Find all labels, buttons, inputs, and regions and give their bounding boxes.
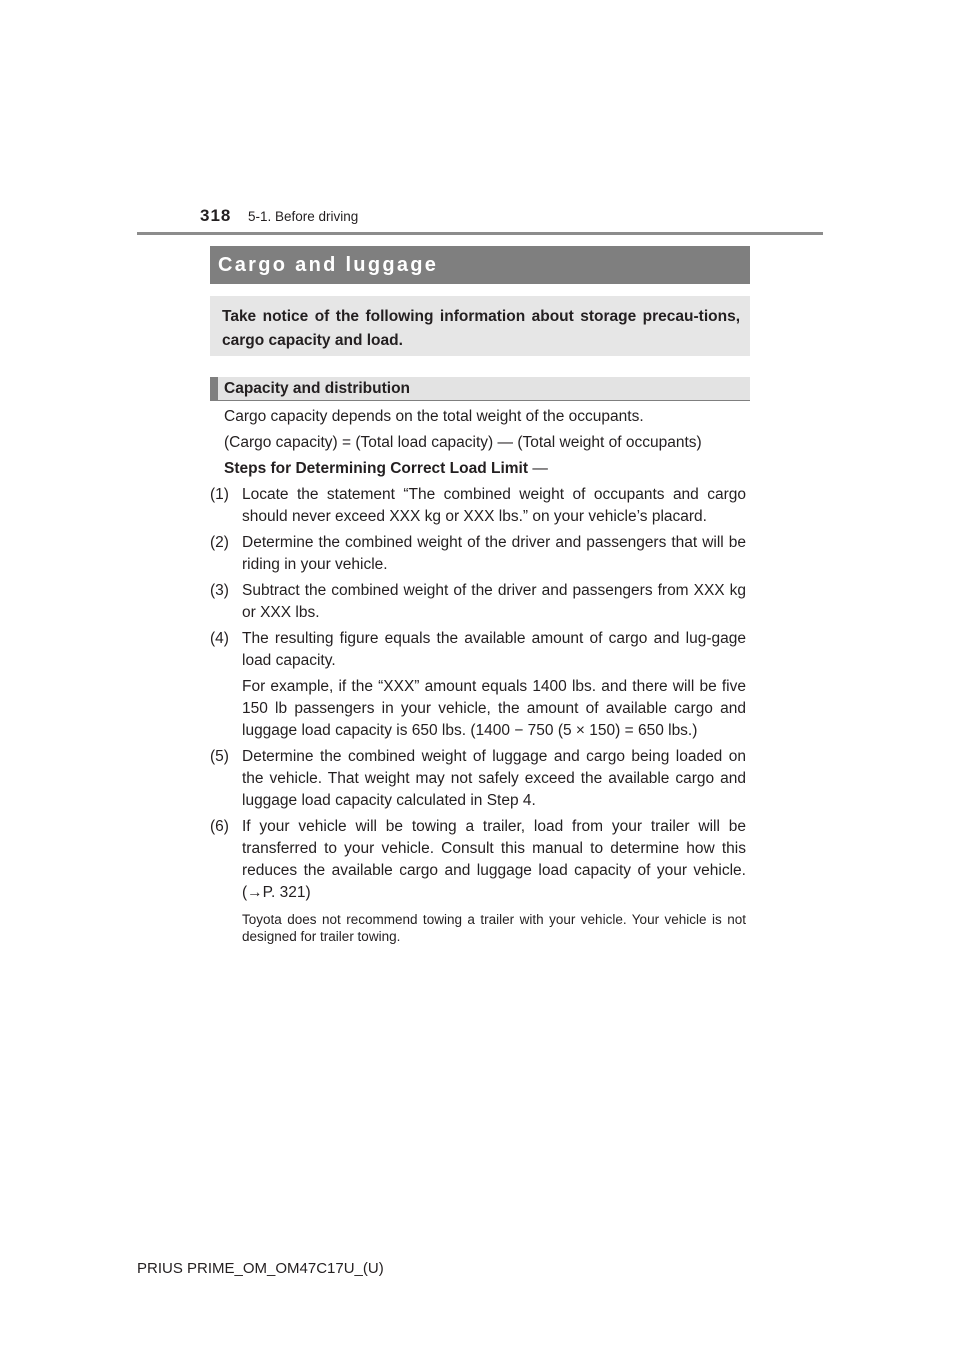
step-item (210, 628, 746, 672)
example-text: For example, if the “XXX” amount equals 1400 lbs. and there will be five 150 lb passengers in your vehicle, the amount of available cargo and luggage load capacity is 650 lbs. (1400 − 750 (5 × 150) = 650 lbs.) (242, 678, 746, 739)
steps-heading (210, 458, 746, 480)
step-number: (2) (210, 534, 229, 551)
intro-box: Take notice of the following information about storage precau-tions, cargo capacity and load. (210, 296, 750, 356)
page-number: 318 (200, 206, 232, 225)
page-title: Cargo and luggage (210, 246, 750, 284)
step-item (210, 580, 746, 624)
steps-heading-text: Steps for Determining Correct Load Limit (224, 460, 529, 477)
step-number: (5) (210, 748, 229, 765)
step-item (210, 532, 746, 576)
formula: (Cargo capacity) = (Total load capacity) — (Total weight of occupants) (224, 434, 702, 451)
step-number: (3) (210, 582, 229, 599)
step-number: (4) (210, 630, 229, 647)
footer-code: PRIUS PRIME_OM_OM47C17U_(U) (137, 1260, 384, 1277)
paragraph: Cargo capacity depends on the total weight of the occupants. (224, 408, 644, 425)
step-number: (1) (210, 486, 229, 503)
section-content (210, 406, 746, 945)
section-heading: Capacity and distribution (210, 377, 750, 401)
steps-heading-dash: — (532, 460, 548, 477)
step-item (210, 484, 746, 528)
step-text: Locate the statement “The combined weight of occupants and cargo should never exceed XXX kg or XXX lbs.” on your vehicle’s placard. (242, 486, 746, 525)
step-item (210, 746, 746, 812)
step-text: The resulting figure equals the available amount of cargo and lug-gage load capacity. (242, 630, 746, 669)
towing-note: Toyota does not recommend towing a trailer with your vehicle. Your vehicle is not designed for trailer towing. (242, 912, 746, 944)
step-text: Determine the combined weight of the driver and passengers that will be riding in your vehicle. (242, 534, 746, 573)
step-text: Determine the combined weight of luggage and cargo being loaded on the vehicle. That weight may not safely exceed the available cargo and luggage load capacity calculated in Step 4. (242, 748, 746, 809)
chapter-label: 5-1. Before driving (248, 209, 359, 224)
step-item (210, 816, 746, 904)
step-number: (6) (210, 818, 229, 835)
step-text: If your vehicle will be towing a trailer, load from your trailer will be transferred to your vehicle. Consult this manual to determine how this reduces the available cargo and luggage load capacity of your vehicle. (→P. 321) (242, 818, 746, 901)
step-text: Subtract the combined weight of the driver and passengers from XXX kg or XXX lbs. (242, 582, 746, 621)
header-divider (137, 232, 823, 235)
